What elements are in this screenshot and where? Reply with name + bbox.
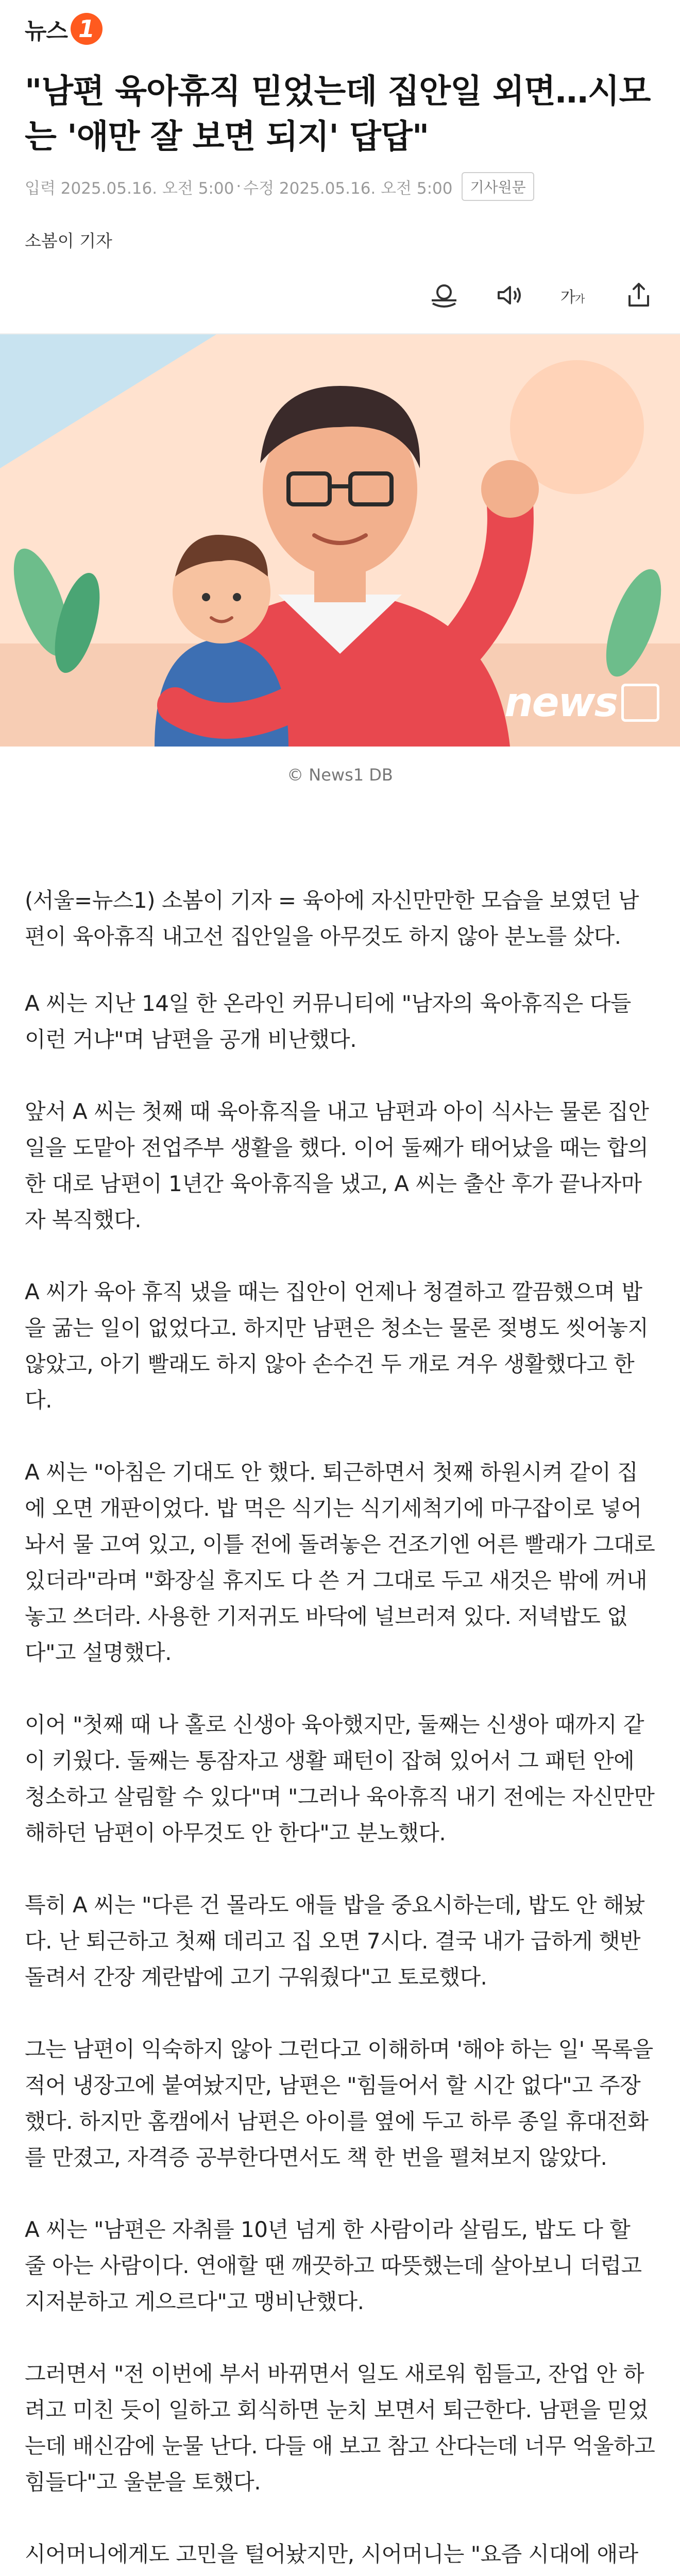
share-button[interactable] (622, 279, 655, 312)
meta-separator: · (236, 177, 242, 196)
watermark-box-icon (621, 684, 659, 722)
logo-text: 뉴스 (25, 18, 68, 44)
paragraph: 시어머니에게도 고민을 털어놨지만, 시어머니는 "요즘 시대에 애라 (25, 2541, 638, 2567)
paragraph: A 씨는 "아침은 기대도 안 했다. 퇴근하면서 첫째 하원시켜 같이 집에 오면 개판이었다. 밥 먹은 식기는 식기세척기에 마구잡이로 넣어놔서 물 고여 있고, 이틀 전에 돌려놓은 건조기엔 어른 빨래가 그대로 있더라"라며 "화장실 휴지도 다 쓴 거 그대로 두고 새것은 밖에 꺼내놓고 쓰더라. 사용한 기저귀도 바닥에 널브러져 있다. 저녁밥도 없다"고 설명했다. (25, 1460, 655, 1665)
svg-text:가: 가 (575, 293, 585, 305)
watermark-text: news (504, 680, 617, 726)
paragraph: 특히 A 씨는 "다른 건 몰라도 애들 밥을 중요시하는데, 밥도 안 해놨다. 난 퇴근하고 첫째 데리고 집 오면 7시다. 결국 내가 급하게 햇반 돌려서 간장 계란밥에 고기 구워줬다"고 토로했다. (25, 1892, 645, 1990)
article-headline: "남편 육아휴직 믿었는데 집안일 외면…시모는 '애만 잘 보면 되지' 답답" (25, 73, 651, 156)
news1-logo[interactable] (25, 12, 103, 45)
paragraph: 이어 "첫째 때 나 홀로 신생아 육아했지만, 둘째는 신생아 때까지 같이 키웠다. 둘째는 통잠자고 생활 패턴이 잡혀 있어서 그 패턴 안에 청소하고 살림할 수 있다"며 "그러나 육아휴직 내기 전에는 자신만만해하던 남편이 아무것도 안 한다"고 분노했다. (25, 1712, 655, 1845)
paragraph: A 씨는 "남편은 자취를 10년 넘게 한 사람이라 살림도, 밥도 다 할 줄 아는 사람이다. 연애할 땐 깨끗하고 따뜻했는데 살아보니 더럽고 지저분하고 게으르다"고 맹비난했다. (25, 2217, 642, 2314)
original-article-button[interactable]: 기사원문 (462, 172, 534, 201)
image-caption: © News1 DB (287, 765, 393, 785)
article-meta (25, 172, 655, 201)
article-body (0, 785, 680, 2576)
reporter-name: 소봄이 기자 (25, 231, 112, 251)
paragraph: A 씨는 지난 14일 한 온라인 커뮤니티에 "남자의 육아휴직은 다들 이런 거냐"며 남편을 공개 비난했다. (25, 991, 631, 1052)
reaction-icon (429, 280, 460, 311)
modified-date: 수정 2025.05.16. 오전 5:00 (243, 179, 453, 198)
logo-badge: 1 (71, 13, 103, 45)
news1-watermark (504, 680, 659, 726)
emotion-reaction-button[interactable] (428, 279, 461, 312)
top-bar (0, 0, 680, 58)
paragraph: (서울=뉴스1) 소봄이 기자 = 육아에 자신만만한 모습을 보였던 남편이 육아휴직 내고선 집안일을 아무것도 하지 않아 분노를 샀다. (25, 888, 639, 949)
paragraph: A 씨가 육아 휴직 냈을 때는 집안이 언제나 청결하고 깔끔했으며 밥을 굶는 일이 없었다고. 하지만 남편은 청소는 물론 젖병도 씻어놓지 않았고, 아기 빨래도 하지 않아 손수건 두 개로 겨우 생활했다고 한다. (25, 1279, 649, 1413)
paragraph: 그는 남편이 익숙하지 않아 그런다고 이해하며 '해야 하는 일' 목록을 적어 냉장고에 붙여놨지만, 남편은 "힘들어서 할 시간 없다"고 주장했다. 하지만 홈캠에서 남편은 아이를 옆에 두고 하루 종일 휴대전화를 만졌고, 자격증 공부한다면서도 책 한 번을 펼쳐보지 않았다. (25, 2037, 653, 2170)
paragraph: 앞서 A 씨는 첫째 때 육아휴직을 내고 남편과 아이 식사는 물론 집안일을 도맡아 전업주부 생활을 했다. 이어 둘째가 태어났을 때는 합의한 대로 남편이 1년간 육아휴직을 냈고, A 씨는 출산 후가 끝나자마자 복직했다. (25, 1099, 649, 1232)
article-image (0, 334, 680, 747)
published-date: 입력 2025.05.16. 오전 5:00 (25, 179, 234, 198)
speaker-icon (494, 280, 524, 311)
share-icon (623, 280, 654, 311)
listen-button[interactable] (492, 279, 525, 312)
font-size-icon (558, 280, 589, 311)
paragraph: 그러면서 "전 이번에 부서 바뀌면서 일도 새로워 힘들고, 잔업 안 하려고 미친 듯이 일하고 회식하면 눈치 보면서 퇴근한다. 남편을 믿었는데 배신감에 눈물 난다. 다들 애 보고 참고 산다는데 너무 억울하고 힘들다"고 울분을 토했다. (25, 2361, 655, 2495)
font-size-button[interactable] (557, 279, 590, 312)
svg-text:가: 가 (560, 289, 575, 307)
article-tools (0, 275, 655, 316)
